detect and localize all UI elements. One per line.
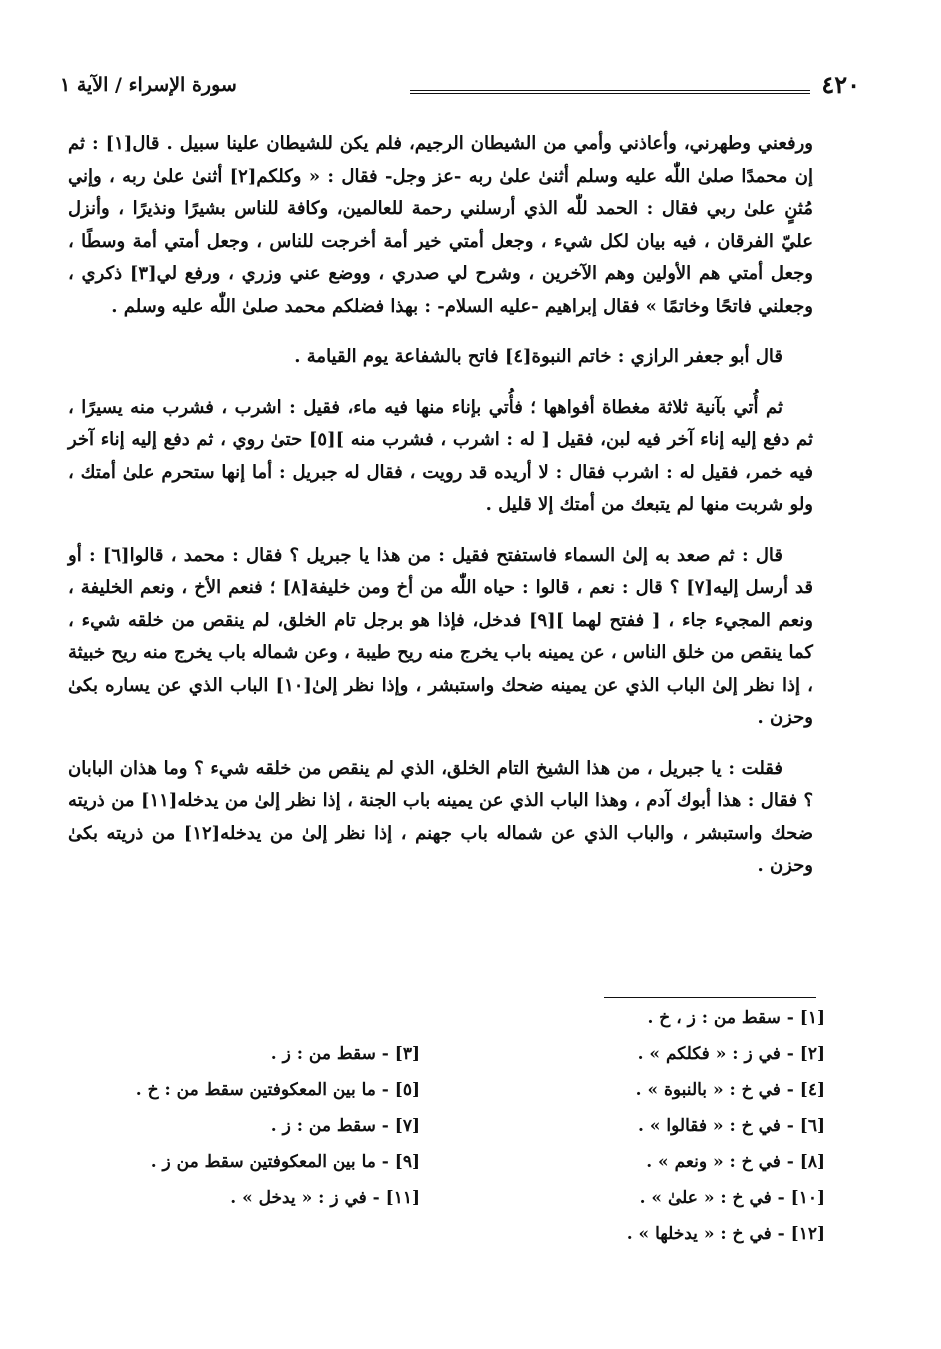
- paragraph: قال أبو جعفر الرازي : خاتم النبوة[٤] فاتح بالشفاعة يوم القيامة .: [294, 346, 783, 367]
- footnote: [٤] - في خ : « بالنبوة » .: [635, 1080, 825, 1100]
- footnote: [١١] - في ز : « يدخل » .: [230, 1188, 420, 1208]
- footnote: [٥] - ما بين المعكوفتين سقط من : خ .: [135, 1080, 420, 1100]
- footnote: [٦] - في خ : « فقالوا » .: [638, 1116, 825, 1136]
- running-title: سورة الإسراء / الآية ١: [60, 74, 237, 96]
- footnotes-right-column: [545, 1000, 825, 1252]
- header-rule: [410, 90, 810, 94]
- footnote: [٣] - سقط من : ز .: [270, 1044, 420, 1064]
- footnote: [٨] - في خ : « ونعم » .: [646, 1152, 825, 1172]
- paragraph: فقلت : يا جبريل ، من هذا الشيخ التام الخلق، الذي لم ينقص من خلقه شيء ؟ وما هذان البابان ؟ فقال : هذا أبوك آدم ، وهذا الباب الذي عن يمينه باب الجنة ، إذا نظر إلىٰ من يدخله[١١] من ذريته ضحك واستبشر ، والباب الذي عن شماله باب جهنم ، إذا نظر إلىٰ من يدخله[١٢] من ذريته بكىٰ وحزن .: [68, 757, 814, 876]
- footnote-separator: [604, 997, 816, 998]
- paragraph: ورفعني وطهرني، وأعاذني وأمي من الشيطان الرجيم، فلم يكن للشيطان علينا سبيل . قال[١] : ثم إن محمدًا صلىٰ اللّٰه عليه وسلم أثنىٰ علىٰ ربه -عز وجل- فقال : « وكلكم[٢] أثنىٰ علىٰ ربه ، وإني مُثنٍ علىٰ ربي فقال : الحمد للّٰه الذي أرسلني رحمة للعالمين، وكافة للناس بشيرًا ونذيرًا ، وأنزل عليّ الفرقان ، فيه بيان لكل شيء ، وجعل أمتي خير أمة أخرجت للناس ، وجعل أمتي أمة وسطًا ، وجعل أمتي هم الأولين وهم الآخرين ، وشرح لي صدري ، ووضع عني وزري ، ورفع لي[٣] ذكري ، وجعلني فاتحًا وخاتمًا » فقال إبراهيم -عليه السلام- : بهذا فضلكم محمد صلىٰ اللّٰه عليه وسلم .: [68, 133, 813, 317]
- footnote: [٧] - سقط من : ز .: [270, 1116, 420, 1136]
- paragraph: ثم أُتي بآنية ثلاثة مغطاة أفواهها ؛ فأُتي بإناء منها فيه ماء، فقيل : اشرب ، فشرب منه يسيرًا ، ثم دفع إليه إناء آخر فيه لبن، فقيل [ له : اشرب ، فشرب منه ][٥] حتىٰ روي ، ثم دفع إليه إناء آخر فيه خمر، فقيل له : اشرب فقال : لا أريده قد رويت ، فقال له جبريل : أما إنها ستحرم علىٰ أمتك ، ولو شربت منها لم يتبعك من أمتك إلا قليل .: [68, 396, 813, 515]
- footnote: [١٢] - في خ : « يدخلها » .: [626, 1224, 825, 1244]
- footnote: [١] - سقط من : ز ، خ .: [647, 1008, 825, 1028]
- page-header: [60, 68, 860, 108]
- footnote: [٢] - في ز : « فكلكم » .: [637, 1044, 825, 1064]
- footnote: [٩] - ما بين المعكوفتين سقط من ز .: [150, 1152, 420, 1172]
- footnote: [١٠] - في خ : « علىٰ » .: [639, 1188, 825, 1208]
- paragraph: قال : ثم صعد به إلىٰ السماء فاستفتح فقيل : من هذا يا جبريل ؟ فقال : محمد ، قالوا[٦] : أو قد أرسل إليه[٧] ؟ قال : نعم ، قالوا : حياه اللّٰه من أخ ومن خليفة[٨] ؛ فنعم الأخ ، ونعم الخليفة ، ونعم المجيء جاء ، [ ففتح لهما ][٩] فدخل، فإذا هو برجل تام الخلق، لم ينقص من خلقه شيء ، كما ينقص من خلق الناس ، عن يمينه باب يخرج منه ريح طيبة ، وعن شماله باب يخرج منه ريح خبيثة ، إذا نظر إلىٰ الباب الذي عن يمينه ضحك واستبشر ، وإذا نظر إلىٰ[١٠] الباب الذي عن يساره بكىٰ وحزن .: [68, 544, 813, 728]
- page-number: ٤٢٠: [821, 70, 860, 99]
- footnotes: [80, 1000, 825, 1244]
- main-text: [68, 128, 813, 901]
- footnotes-left-column: [60, 1036, 420, 1216]
